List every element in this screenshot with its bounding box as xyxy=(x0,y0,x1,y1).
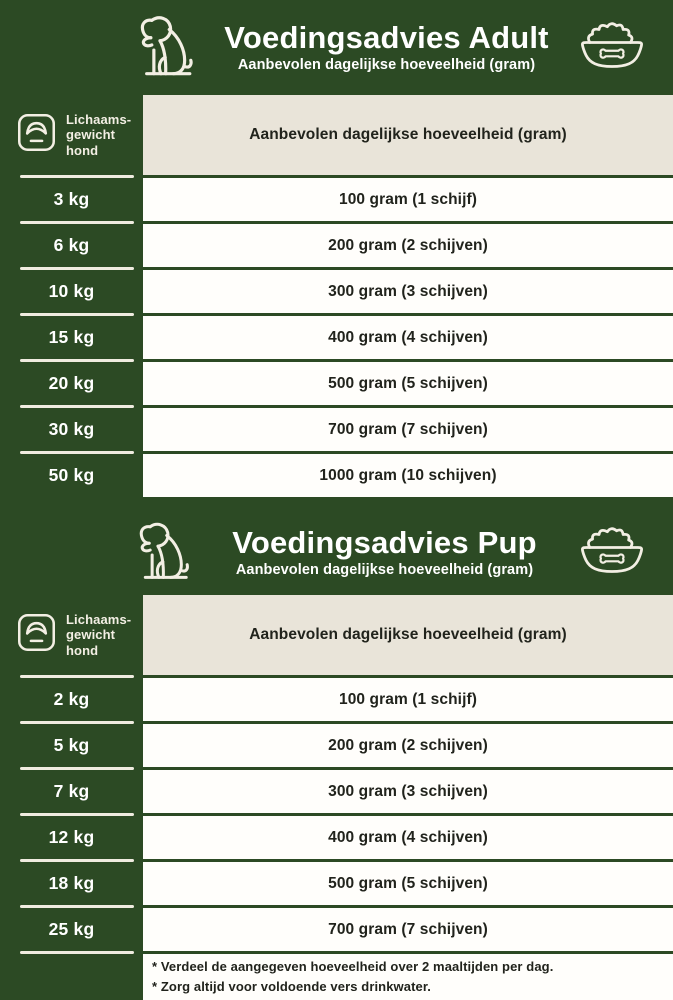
weight-column-label: Lichaams-gewicht hond xyxy=(66,112,132,158)
adult-weight-cell: 50 kg xyxy=(0,454,143,497)
adult-amount-cell: 400 gram (4 schijven) xyxy=(143,316,673,359)
pup-weight-cell: 5 kg xyxy=(0,724,143,767)
footnote-line: * Verdeel de aangegeven hoeveelheid over 2 maaltijden per dag. xyxy=(152,958,554,974)
adult-weight-column-header xyxy=(0,95,143,175)
pup-amount-cell: 500 gram (5 schijven) xyxy=(143,862,673,905)
pup-weight-cell: 12 kg xyxy=(0,816,143,859)
pup-weight-cell: 25 kg xyxy=(0,908,143,951)
scale-icon xyxy=(16,112,57,158)
pup-amount-cell: 700 gram (7 schijven) xyxy=(143,908,673,951)
scale-icon xyxy=(16,612,57,658)
footnote-line: * Zorg altijd voor voldoende vers drinkwater. xyxy=(152,979,432,994)
food-bowl-icon xyxy=(575,19,649,77)
adult-subtitle: Aanbevolen dagelijkse hoeveelheid (gram) xyxy=(237,57,536,74)
adult-weight-cell: 20 kg xyxy=(0,362,143,405)
pup-table xyxy=(0,595,673,1000)
pup-section-header xyxy=(0,510,673,595)
adult-amount-cell: 700 gram (7 schijven) xyxy=(143,408,673,451)
pup-weight-cell: 18 kg xyxy=(0,862,143,905)
adult-amount-column-header: Aanbevolen dagelijkse hoeveelheid (gram) xyxy=(143,95,673,175)
weight-column-label: Lichaams-gewicht hond xyxy=(66,612,132,658)
adult-weight-cell: 10 kg xyxy=(0,270,143,313)
footnote-left-spacer xyxy=(0,954,143,1000)
food-bowl-icon xyxy=(575,524,649,582)
adult-title: Voedingsadvies Adult xyxy=(224,19,549,55)
adult-table xyxy=(0,95,673,497)
adult-amount-cell: 500 gram (5 schijven) xyxy=(143,362,673,405)
pup-titles xyxy=(194,524,575,579)
pup-amount-cell: 400 gram (4 schijven) xyxy=(143,816,673,859)
pup-weight-cell: 7 kg xyxy=(0,770,143,813)
adult-amount-cell: 1000 gram (10 schijven) xyxy=(143,454,673,497)
pup-amount-cell: 100 gram (1 schijf) xyxy=(143,678,673,721)
pup-title: Voedingsadvies Pup xyxy=(232,524,537,560)
dog-icon xyxy=(120,516,194,590)
adult-weight-cell: 6 kg xyxy=(0,224,143,267)
adult-weight-cell: 3 kg xyxy=(0,178,143,221)
adult-titles xyxy=(198,19,575,74)
adult-weight-cell: 30 kg xyxy=(0,408,143,451)
pup-subtitle: Aanbevolen dagelijkse hoeveelheid (gram) xyxy=(235,562,534,579)
footnotes xyxy=(143,954,673,1000)
pup-amount-cell: 300 gram (3 schijven) xyxy=(143,770,673,813)
adult-amount-cell: 100 gram (1 schijf) xyxy=(143,178,673,221)
adult-section-header xyxy=(0,0,673,95)
adult-amount-cell: 200 gram (2 schijven) xyxy=(143,224,673,267)
dog-icon xyxy=(120,9,198,87)
pup-amount-cell: 200 gram (2 schijven) xyxy=(143,724,673,767)
adult-weight-cell: 15 kg xyxy=(0,316,143,359)
pup-weight-column-header xyxy=(0,595,143,675)
adult-amount-cell: 300 gram (3 schijven) xyxy=(143,270,673,313)
pup-amount-column-header: Aanbevolen dagelijkse hoeveelheid (gram) xyxy=(143,595,673,675)
pup-weight-cell: 2 kg xyxy=(0,678,143,721)
